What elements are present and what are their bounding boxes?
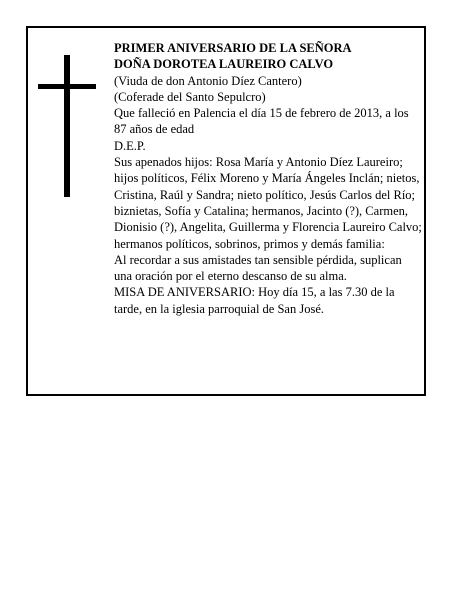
notice-heading-line-2: DOÑA DOROTEA LAUREIRO CALVO (114, 57, 334, 72)
notice-text (114, 40, 422, 317)
death-info-paragraph: Que falleció en Palencia el día 15 de febrero de 2013, a los 87 años de edad (114, 106, 409, 137)
widow-of-line: (Viuda de don Antonio Díez Cantero) (114, 73, 302, 88)
request-paragraph: Al recordar a sus amistades tan sensible pérdida, suplican una oración por el eterno descanso de su alma. (114, 252, 402, 284)
family-paragraph: Sus apenados hijos: Rosa María y Antonio Díez Laureiro; hijos políticos, Félix Moreno y María Ángeles Inclán; nietos, Cristina, Raúl y Sandra; nieto político, Jesús Carlos del Río; biznietas, Sofía y Catalina; hermanos, Jacinto (?), Carmen, Dionisio (?), Angelita, Guillerma y Florencia Laureiro Calvo; hermanos políticos, sobrinos, primos y demás familia: (114, 155, 422, 251)
cross-horizontal-bar (38, 84, 96, 89)
notice-heading-line-1: PRIMER ANIVERSARIO DE LA SEÑORA (114, 41, 352, 55)
rip-line: D.E.P. (114, 138, 146, 153)
cross-vertical-bar (64, 55, 70, 197)
brotherhood-line: (Coferade del Santo Sepulcro) (114, 89, 266, 104)
mass-paragraph: MISA DE ANIVERSARIO: Hoy día 15, a las 7.30 de la tarde, en la iglesia parroquial de San José. (114, 285, 395, 316)
